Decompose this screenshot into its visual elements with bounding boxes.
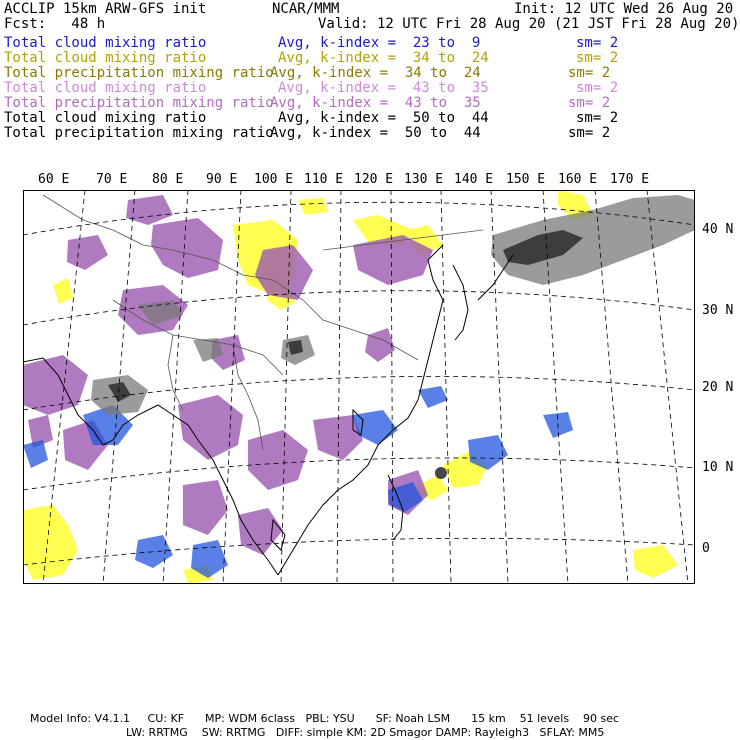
legend-label: Total precipitation mixing ratio (4, 65, 274, 81)
legend-avg: Avg, k-index = 34 to 24 (270, 65, 481, 81)
lon-label: 160 E (558, 172, 598, 187)
lon-label: 150 E (506, 172, 546, 187)
legend-avg: Avg, k-index = 34 to 24 (278, 50, 489, 66)
lon-label: 120 E (354, 172, 394, 187)
lon-label: 70 E (96, 172, 128, 187)
model-info-line-2: LW: RRTMG SW: RRTMG DIFF: simple KM: 2D Smagor DAMP: Rayleigh3 SFLAY: MM5 (126, 726, 605, 739)
legend-avg: Avg, k-index = 23 to 9 (278, 35, 481, 51)
legend-label: Total cloud mixing ratio (4, 110, 207, 126)
valid-time: Valid: 12 UTC Fri 28 Aug 20 (21 JST Fri 28 Aug 20) (318, 16, 740, 32)
legend-sm: sm= 2 (568, 95, 611, 111)
legend-avg: Avg, k-index = 50 to 44 (278, 110, 489, 126)
legend-sm: sm= 2 (576, 35, 619, 51)
lon-label: 90 E (206, 172, 238, 187)
legend-sm: sm= 2 (576, 50, 619, 66)
legend-sm: sm= 2 (568, 65, 611, 81)
legend-label: Total precipitation mixing ratio (4, 125, 274, 141)
legend-label: Total cloud mixing ratio (4, 50, 207, 66)
lat-label: 30 N (702, 303, 734, 318)
forecast-hour: Fcst: 48 h (4, 16, 106, 32)
model-title: ACCLIP 15km ARW-GFS init (4, 1, 207, 17)
lat-label: 10 N (702, 460, 734, 475)
legend-label: Total cloud mixing ratio (4, 80, 207, 96)
legend-sm: sm= 2 (568, 125, 611, 141)
legend-avg: Avg, k-index = 50 to 44 (270, 125, 481, 141)
legend-sm: sm= 2 (576, 80, 619, 96)
lon-label: 100 E (254, 172, 294, 187)
lon-label: 80 E (152, 172, 184, 187)
legend-label: Total precipitation mixing ratio (4, 95, 274, 111)
legend-avg: Avg, k-index = 43 to 35 (270, 95, 481, 111)
legend-label: Total cloud mixing ratio (4, 35, 207, 51)
legend-avg: Avg, k-index = 43 to 35 (278, 80, 489, 96)
lon-label: 140 E (454, 172, 494, 187)
lon-label: 130 E (404, 172, 444, 187)
lat-label: 0 (702, 541, 710, 556)
forecast-map (23, 190, 695, 584)
lon-label: 60 E (38, 172, 70, 187)
model-info-line-1: Model Info: V4.1.1 CU: KF MP: WDM 6class PBL: YSU SF: Noah LSM 15 km 51 levels 90 sec (30, 712, 620, 725)
lat-label: 40 N (702, 222, 734, 237)
lon-label: 110 E (304, 172, 344, 187)
legend-sm: sm= 2 (576, 110, 619, 126)
center-label: NCAR/MMM (272, 1, 340, 17)
lon-label: 170 E (610, 172, 650, 187)
init-time: Init: 12 UTC Wed 26 Aug 20 (514, 1, 734, 17)
lat-label: 20 N (702, 380, 734, 395)
